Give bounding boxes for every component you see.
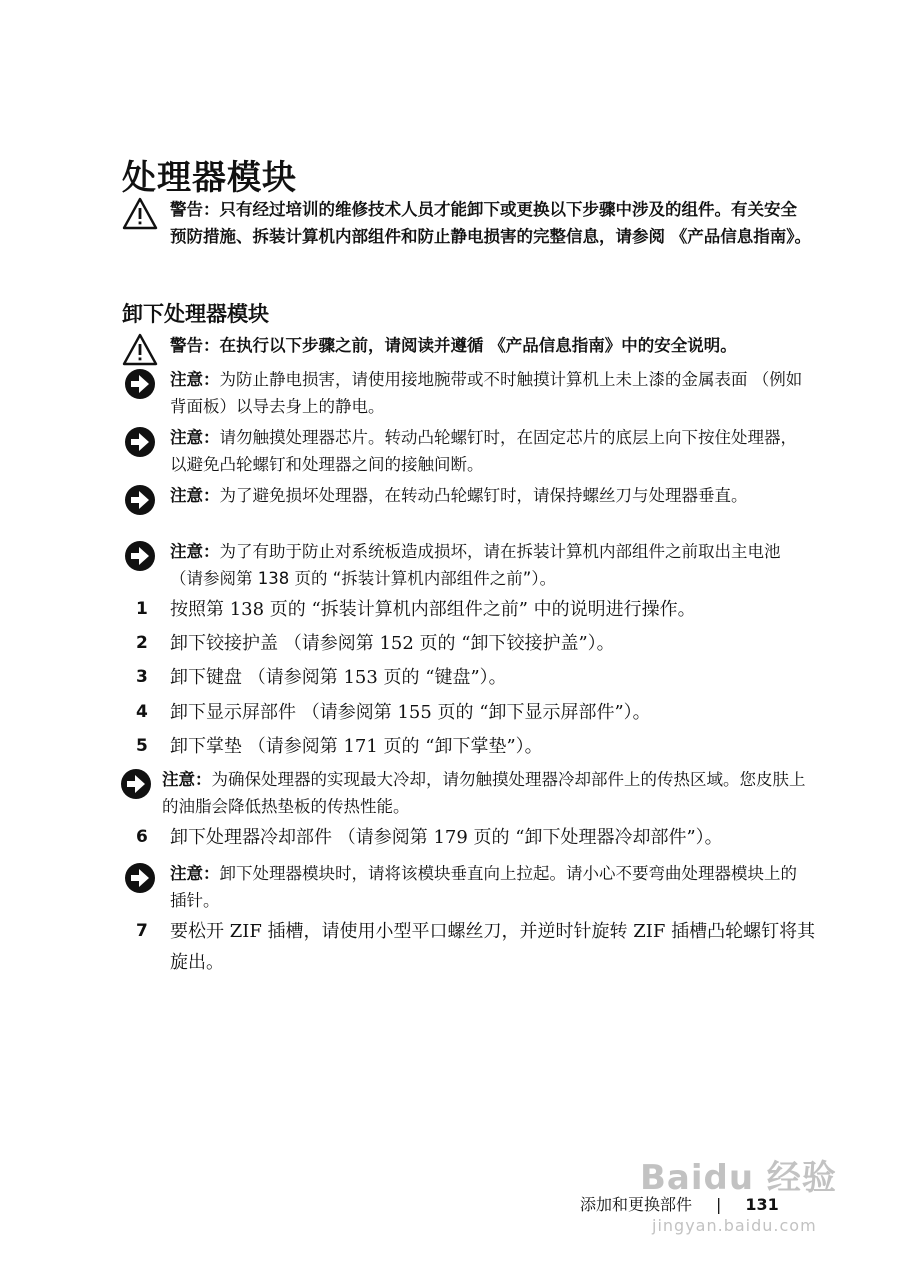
- page-number: 131: [745, 1195, 779, 1214]
- notice-text: 为确保处理器的实现最大冷却，请勿触摸处理器冷却部件上的传热区域。您皮肤上的油脂会降低热垫板的传热性能。: [162, 770, 806, 816]
- step-text: 卸下键盘 （请参阅第 153 页的 “键盘”）。: [170, 667, 507, 688]
- warning-label: 警告：: [170, 336, 220, 355]
- footer-separator: |: [716, 1195, 722, 1214]
- procedure-step: [136, 594, 816, 625]
- notice-arrow-icon: [122, 860, 158, 896]
- warning-text: 在执行以下步骤之前，请阅读并遵循 《产品信息指南》中的安全说明。: [219, 336, 737, 355]
- notice-text: 请勿触摸处理器芯片。转动凸轮螺钉时，在固定芯片的底层上向下按住处理器，以避免凸轮螺钉和处理器之间的接触间断。: [170, 428, 797, 474]
- watermark-url: jingyan.baidu.com: [652, 1216, 817, 1235]
- notice-arrow-icon: [118, 766, 154, 802]
- page-title: 处理器模块: [122, 158, 297, 198]
- step-number: 5: [136, 736, 148, 756]
- notice-block: [122, 482, 812, 509]
- step-text: 卸下掌垫 （请参阅第 171 页的 “卸下掌垫”）。: [170, 736, 543, 757]
- step-text: 要松开 ZIF 插槽，请使用小型平口螺丝刀，并逆时针旋转 ZIF 插槽凸轮螺钉将其旋出。: [170, 921, 816, 973]
- step-number: 2: [136, 633, 148, 653]
- step-number: 4: [136, 702, 148, 722]
- notice-label: 注意：: [170, 864, 220, 883]
- notice-block: [122, 860, 812, 914]
- warning-triangle-icon: [122, 196, 158, 232]
- notice-text: 为了避免损坏处理器，在转动凸轮螺钉时，请保持螺丝刀与处理器垂直。: [219, 486, 748, 505]
- step-text: 卸下铰接护盖 （请参阅第 152 页的 “卸下铰接护盖”）。: [170, 633, 615, 654]
- page-footer: [580, 1192, 779, 1215]
- notice-text: 为防止静电损害，请使用接地腕带或不时触摸计算机上未上漆的金属表面 （例如背面板）以导去身上的静电。: [170, 370, 803, 416]
- step-text: 卸下处理器冷却部件 （请参阅第 179 页的 “卸下处理器冷却部件”）。: [170, 827, 723, 848]
- step-text: 按照第 138 页的 “拆装计算机内部组件之前” 中的说明进行操作。: [170, 599, 696, 620]
- notice-arrow-icon: [122, 482, 158, 518]
- step-number: 3: [136, 667, 148, 687]
- procedure-step: [136, 697, 816, 728]
- step-number: 6: [136, 827, 148, 847]
- warning-triangle-icon: [122, 332, 158, 368]
- procedure-step: [136, 916, 816, 978]
- notice-block: [122, 538, 812, 592]
- notice-label: 注意：: [170, 370, 220, 389]
- procedure-step: [136, 662, 816, 693]
- step-text: 卸下显示屏部件 （请参阅第 155 页的 “卸下显示屏部件”）。: [170, 702, 651, 723]
- notice-label: 注意：: [170, 428, 220, 447]
- notice-arrow-icon: [122, 538, 158, 574]
- notice-label: 注意：: [170, 486, 220, 505]
- notice-label: 注意：: [170, 542, 220, 561]
- notice-block: [122, 424, 812, 478]
- section-title: 卸下处理器模块: [122, 302, 269, 326]
- footer-section: 添加和更换部件: [580, 1195, 693, 1214]
- procedure-step: [136, 628, 816, 659]
- step-number: 7: [136, 921, 148, 941]
- warning-label: 警告：: [170, 200, 220, 219]
- watermark-logo: Baidu 经验: [640, 1158, 837, 1198]
- procedure-step: [136, 731, 816, 762]
- notice-text: 为了有助于防止对系统板造成损坏，请在拆装计算机内部组件之前取出主电池 （请参阅第 138 页的 “拆装计算机内部组件之前”）。: [170, 542, 781, 588]
- notice-block: [118, 766, 808, 820]
- notice-label: 注意：: [162, 770, 212, 789]
- notice-text: 卸下处理器模块时，请将该模块垂直向上拉起。请小心不要弯曲处理器模块上的插针。: [170, 864, 797, 910]
- warning-block: [122, 332, 812, 359]
- notice-arrow-icon: [122, 424, 158, 460]
- step-number: 1: [136, 599, 148, 619]
- notice-arrow-icon: [122, 366, 158, 402]
- notice-block: [122, 366, 812, 420]
- procedure-step: [136, 822, 816, 853]
- warning-block: [122, 196, 812, 250]
- warning-text: 只有经过培训的维修技术人员才能卸下或更换以下步骤中涉及的组件。有关安全预防措施、拆装计算机内部组件和防止静电损害的完整信息，请参阅 《产品信息指南》。: [170, 200, 811, 246]
